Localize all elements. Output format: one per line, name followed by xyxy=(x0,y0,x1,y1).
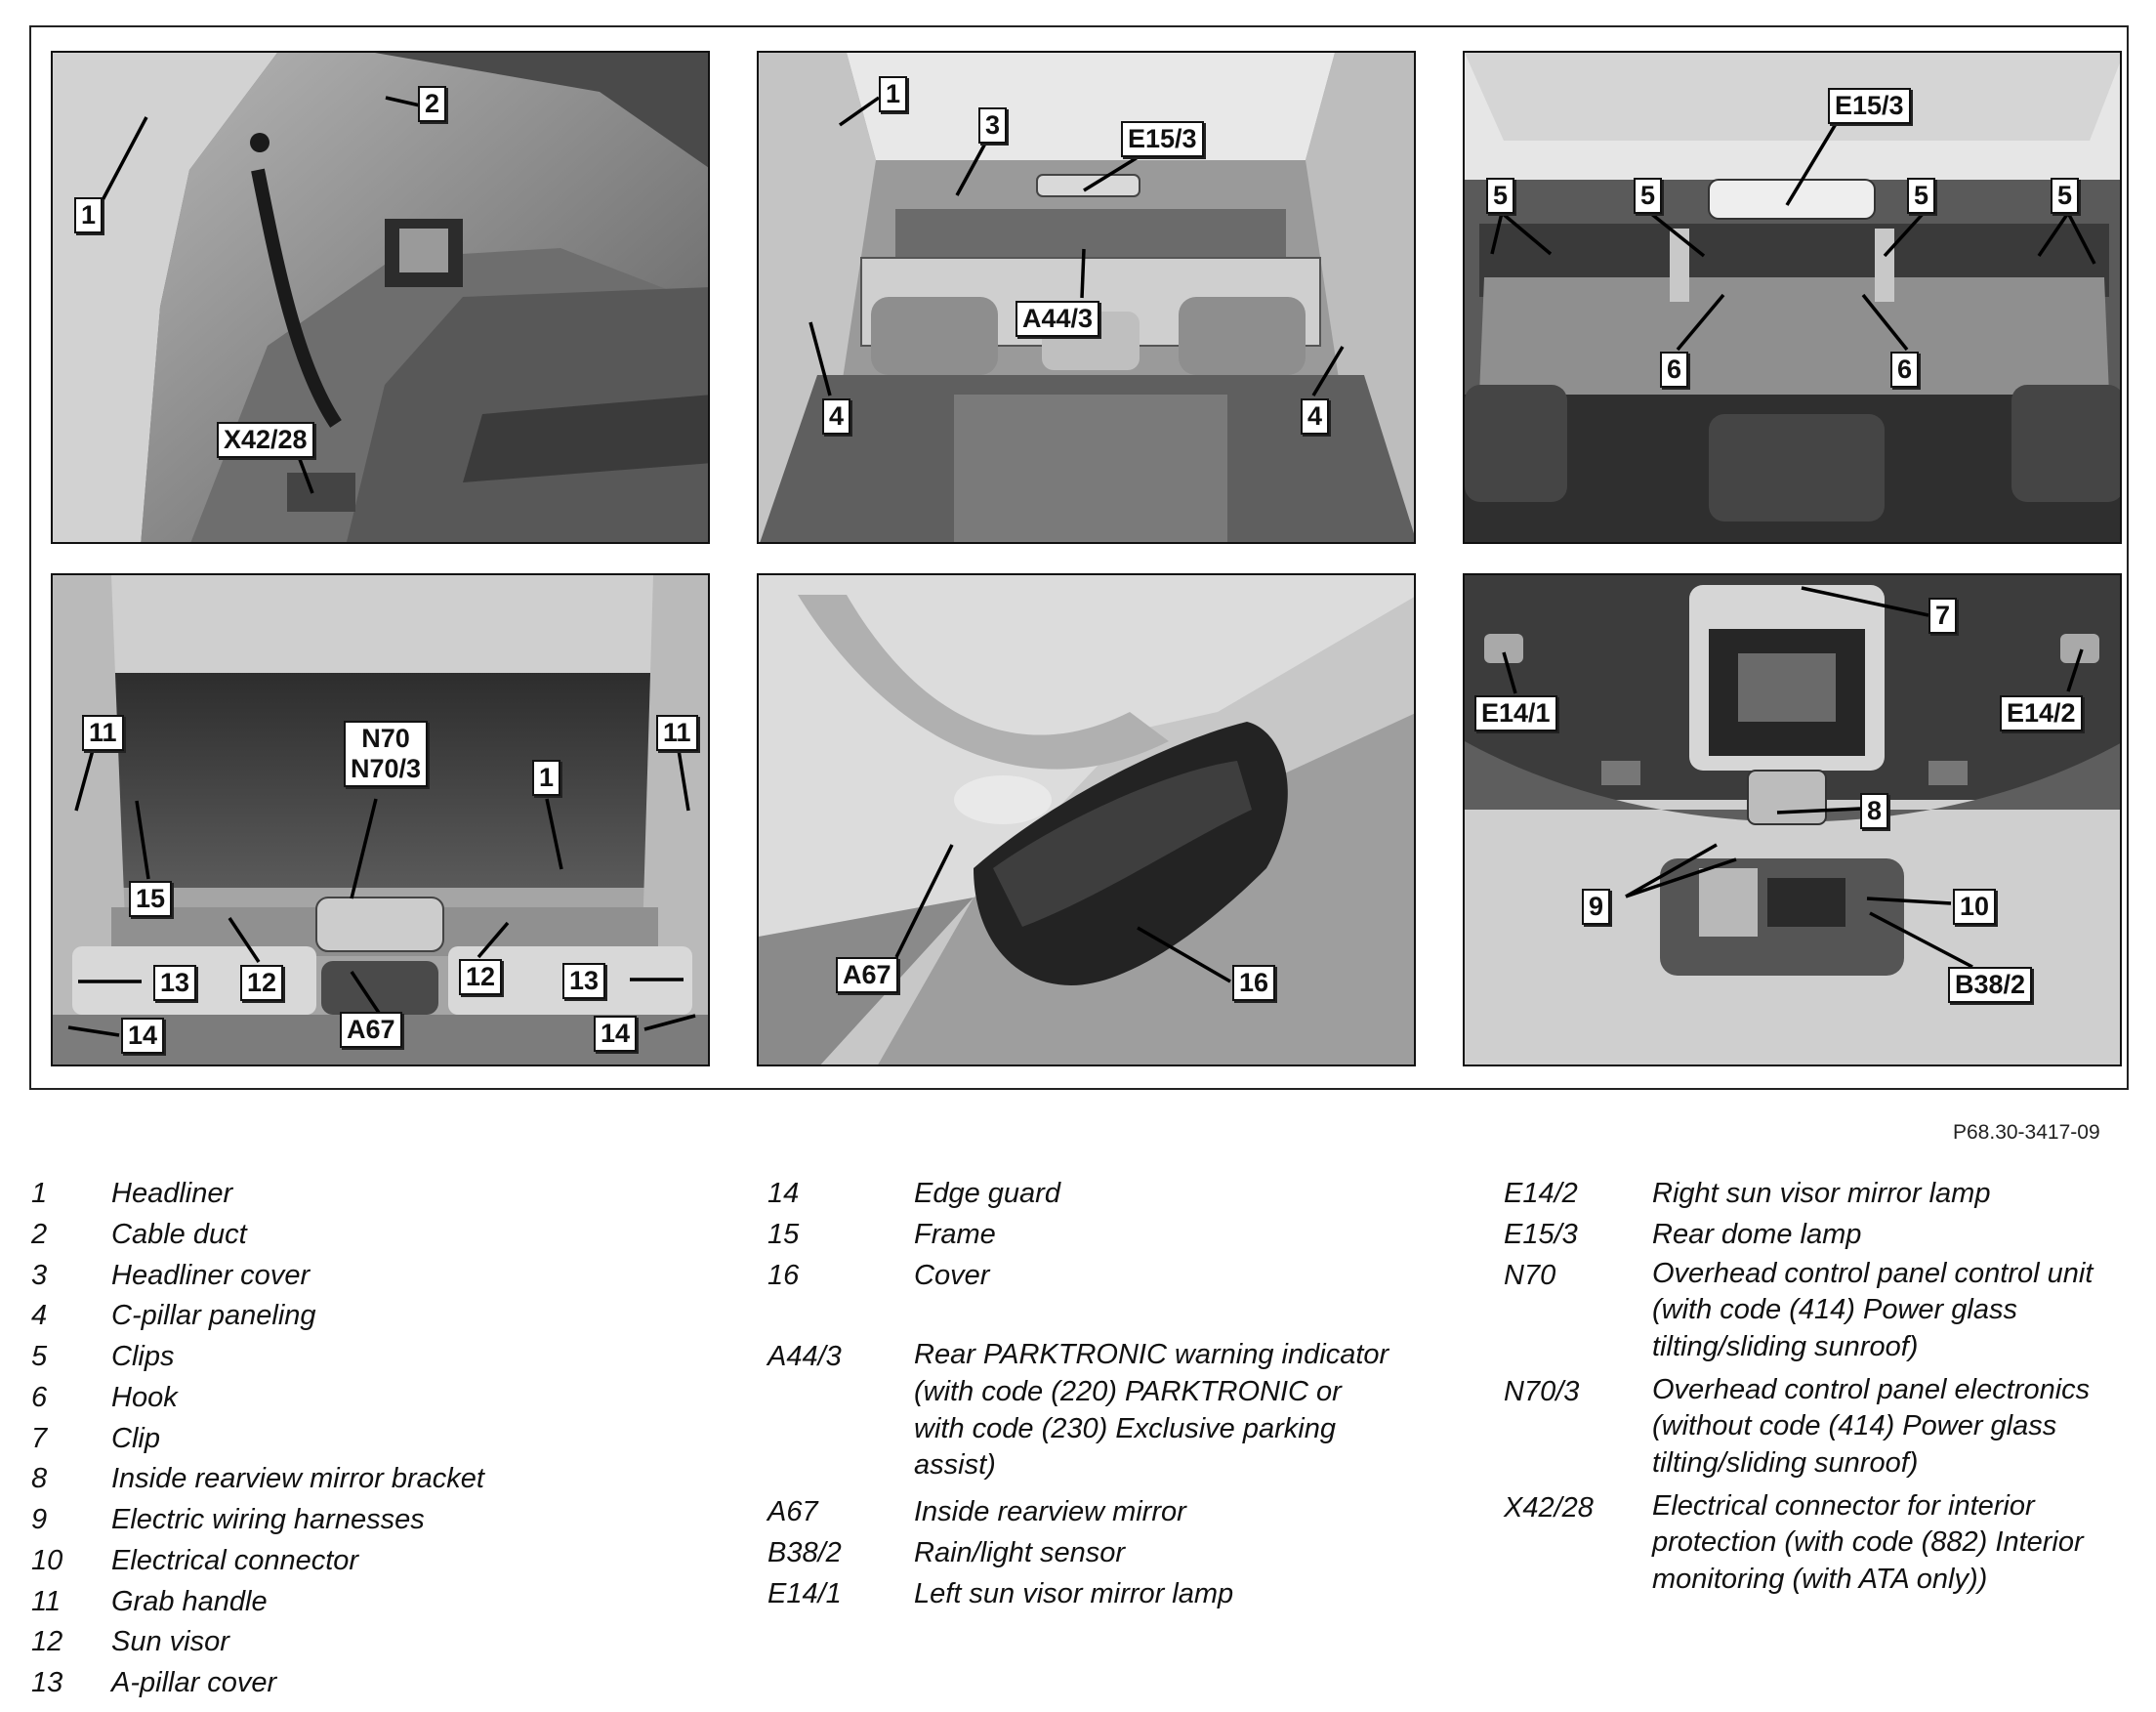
legend-item: 8 Inside rearview mirror bracket xyxy=(31,1463,484,1495)
callout-p4-a-pillar-left: 13 xyxy=(153,965,196,1001)
photo-panel-front-headliner xyxy=(51,573,710,1066)
callout-p6-clip: 7 xyxy=(1928,598,1957,634)
photo-panel-rear-shelf xyxy=(757,51,1416,544)
callout-p4-sun-visor-left: 12 xyxy=(240,965,283,1001)
callout-p6-electrical-connector: 10 xyxy=(1953,889,1996,925)
callout-p6-wiring-harnesses: 9 xyxy=(1582,889,1610,925)
callout-p1-x42-28: X42/28 xyxy=(217,422,314,458)
legend-item: 2 Cable duct xyxy=(31,1218,247,1250)
callout-p4-sun-visor-right: 12 xyxy=(459,959,502,995)
legend-item: 10 Electrical connector xyxy=(31,1544,359,1576)
legend-item: 13 A-pillar cover xyxy=(31,1667,277,1698)
callout-p4-n70: N70 N70/3 xyxy=(344,721,428,787)
callout-p2-c-pillar-right: 4 xyxy=(1301,398,1329,435)
callout-p2-headliner-cover: 3 xyxy=(978,107,1007,144)
callout-p5-cover: 16 xyxy=(1232,965,1275,1001)
callout-p2-headliner: 1 xyxy=(879,76,907,112)
callout-p2-c-pillar-left: 4 xyxy=(822,398,850,435)
legend-gap xyxy=(767,1296,1412,1337)
callout-p4-frame: 15 xyxy=(129,881,172,917)
legend-item: 4 C-pillar paneling xyxy=(31,1300,316,1332)
callout-p6-mirror-bracket: 8 xyxy=(1860,793,1888,829)
callout-p4-headliner: 1 xyxy=(532,760,560,796)
callout-p5-a67: A67 xyxy=(836,957,898,993)
legend-item: E14/1 Left sun visor mirror lamp xyxy=(767,1577,1234,1609)
callout-p2-a44-3: A44/3 xyxy=(1016,301,1099,337)
legend-item: E15/3 Rear dome lamp xyxy=(1504,1218,1862,1250)
callout-p6-e14-2: E14/2 xyxy=(2000,695,2083,731)
callout-p4-a67: A67 xyxy=(340,1012,402,1048)
legend-item: B38/2 Rain/light sensor xyxy=(767,1536,1125,1568)
photo-panel-c-pillar xyxy=(51,51,710,544)
legend-item: 12 Sun visor xyxy=(31,1626,229,1658)
legend-item: E14/2 Right sun visor mirror lamp xyxy=(1504,1178,1991,1209)
legend-item: 9 Electric wiring harnesses xyxy=(31,1504,425,1535)
legend-item: 15 Frame xyxy=(767,1218,996,1250)
legend-column-2 xyxy=(767,1174,1412,1614)
callout-p3-clips-3: 5 xyxy=(1907,178,1935,214)
photo-c-pillar xyxy=(53,53,710,544)
figure-reference: P68.30-3417-09 xyxy=(1953,1121,2100,1144)
legend-item: A44/3 Rear PARKTRONIC warning indicator (with code (220) PARKTRONIC or with code (230) Exclusive parking assist) xyxy=(767,1339,1389,1482)
legend-item: X42/28 Electrical connector for interior protection (with code (882) Interior monitoring (with ATA only)) xyxy=(1504,1489,2084,1595)
callout-p3-hook-1: 6 xyxy=(1660,352,1688,388)
callout-p3-clips-1: 5 xyxy=(1486,178,1514,214)
callout-p1-headliner: 1 xyxy=(74,197,103,233)
callout-p6-rain-light-sensor: B38/2 xyxy=(1948,967,2032,1003)
callout-p2-e15-3: E15/3 xyxy=(1121,121,1204,157)
callout-p4-grab-handle-left: 11 xyxy=(82,715,124,751)
legend-column-1 xyxy=(31,1174,637,1704)
legend-item: N70/3 Overhead control panel electronics (without code (414) Power glass tilting/sliding sunroof) xyxy=(1504,1373,2091,1479)
legend-item: 6 Hook xyxy=(31,1381,178,1413)
legend-item: 16 Cover xyxy=(767,1259,990,1291)
legend-item: N70 Overhead control panel control unit (with code (414) Power glass tilting/sliding sunroof) xyxy=(1504,1257,2094,1362)
legend-item: 14 Edge guard xyxy=(767,1178,1060,1209)
callout-p6-e14-1: E14/1 xyxy=(1474,695,1557,731)
legend-item: 7 Clip xyxy=(31,1422,160,1454)
callout-p4-edge-guard-right: 14 xyxy=(594,1016,637,1052)
photo-front-headliner xyxy=(53,575,710,1066)
legend-item: 5 Clips xyxy=(31,1341,175,1372)
legend-item: 1 Headliner xyxy=(31,1178,233,1209)
photo-panel-headliner-clips xyxy=(1463,51,2122,544)
callout-p4-edge-guard-left: 14 xyxy=(121,1018,164,1054)
callout-p3-clips-4: 5 xyxy=(2051,178,2079,214)
callout-p4-a-pillar-right: 13 xyxy=(562,963,605,999)
legend-item: 3 Headliner cover xyxy=(31,1259,311,1291)
legend-column-3 xyxy=(1504,1174,2129,1599)
callout-p3-e15-3: E15/3 xyxy=(1828,88,1911,124)
callout-p3-hook-2: 6 xyxy=(1890,352,1919,388)
legend-item: 11 Grab handle xyxy=(31,1585,268,1617)
legend-item: A67 Inside rearview mirror xyxy=(767,1496,1186,1527)
photo-rear-shelf xyxy=(759,53,1416,544)
callout-p1-cable-duct: 2 xyxy=(418,86,446,122)
callout-p3-clips-2: 5 xyxy=(1634,178,1662,214)
callout-p4-grab-handle-right: 11 xyxy=(656,715,698,751)
photo-headliner-clips xyxy=(1465,53,2122,544)
